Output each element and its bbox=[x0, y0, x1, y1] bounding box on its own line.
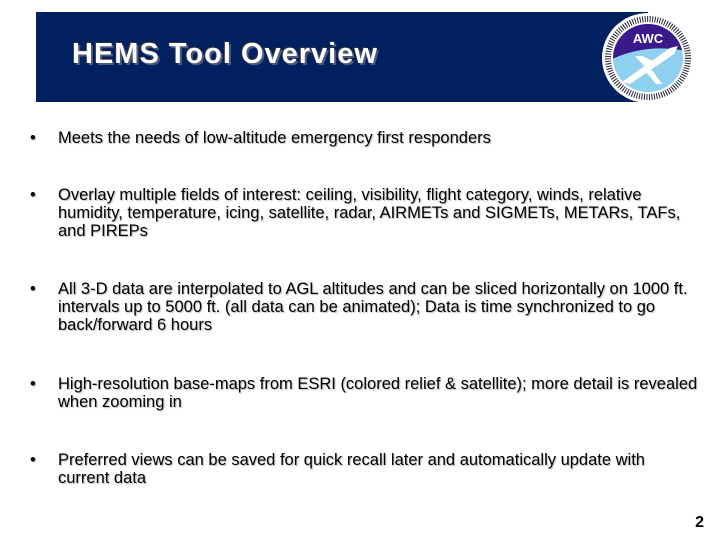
awc-logo bbox=[600, 12, 696, 104]
logo-text: AWC bbox=[632, 31, 664, 46]
slide-title: HEMS Tool Overview bbox=[72, 38, 378, 70]
page-number: 2 bbox=[695, 514, 704, 531]
